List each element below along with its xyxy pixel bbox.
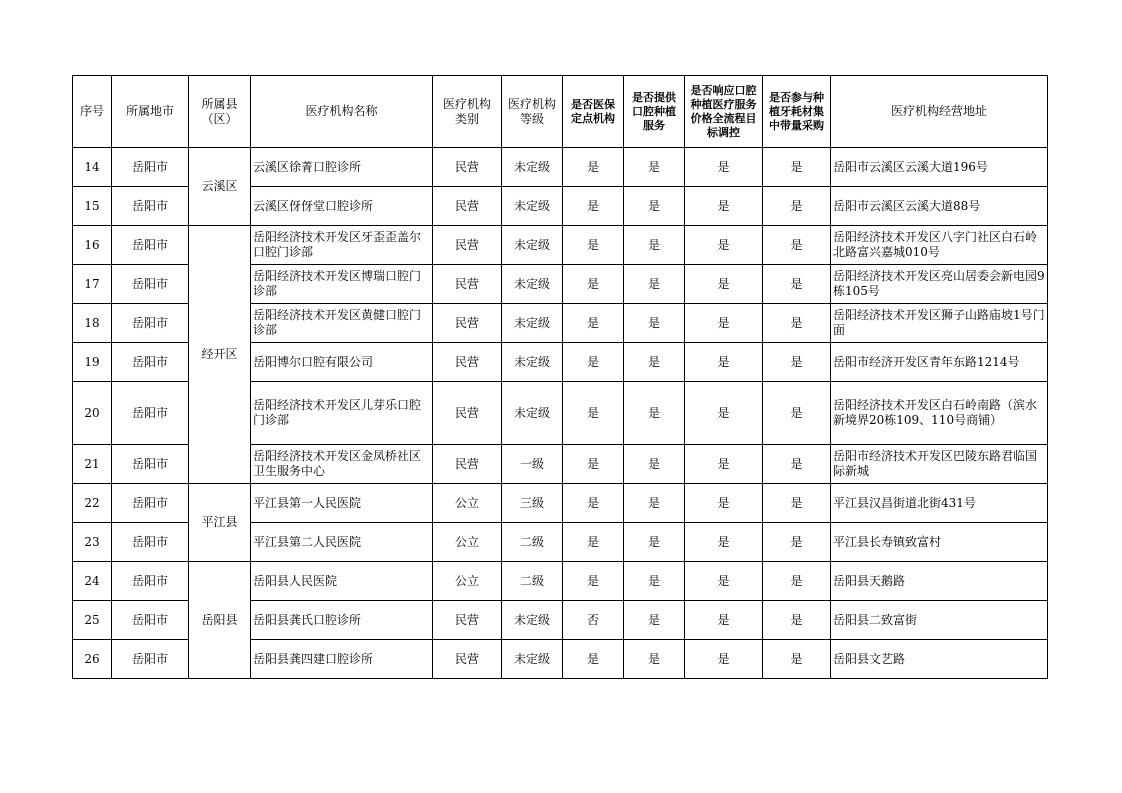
cell-implant: 是 [624, 523, 685, 562]
cell-implant: 是 [624, 445, 685, 484]
cell-level: 二级 [502, 562, 563, 601]
cell-name: 岳阳县人民医院 [251, 562, 433, 601]
cell-price: 是 [685, 343, 763, 382]
header-type: 医疗机构 类别 [433, 76, 502, 148]
cell-procure: 是 [763, 601, 831, 640]
cell-implant: 是 [624, 562, 685, 601]
cell-address: 岳阳市云溪区云溪大道88号 [831, 187, 1048, 226]
cell-insurance: 是 [563, 445, 624, 484]
cell-price: 是 [685, 523, 763, 562]
cell-address: 岳阳县天鹅路 [831, 562, 1048, 601]
cell-city: 岳阳市 [112, 187, 189, 226]
cell-name: 岳阳博尔口腔有限公司 [251, 343, 433, 382]
cell-price: 是 [685, 304, 763, 343]
cell-city: 岳阳市 [112, 640, 189, 679]
cell-implant: 是 [624, 226, 685, 265]
cell-procure: 是 [763, 187, 831, 226]
cell-procure: 是 [763, 265, 831, 304]
cell-city: 岳阳市 [112, 304, 189, 343]
cell-seq: 23 [73, 523, 112, 562]
cell-type: 民营 [433, 601, 502, 640]
cell-address: 岳阳市经济开发区青年东路1214号 [831, 343, 1048, 382]
cell-implant: 是 [624, 382, 685, 445]
cell-implant: 是 [624, 304, 685, 343]
table-row [73, 226, 1048, 265]
cell-county: 岳阳县 [189, 562, 251, 679]
cell-level: 未定级 [502, 640, 563, 679]
cell-procure: 是 [763, 226, 831, 265]
cell-procure: 是 [763, 640, 831, 679]
cell-implant: 是 [624, 265, 685, 304]
cell-insurance: 是 [563, 343, 624, 382]
institution-table [72, 75, 1048, 679]
cell-address: 岳阳县二致富街 [831, 601, 1048, 640]
cell-level: 未定级 [502, 187, 563, 226]
cell-level: 未定级 [502, 304, 563, 343]
header-price-control: 是否响应口腔 种植医疗服务 价格全流程目 标调控 [685, 76, 763, 148]
cell-name: 岳阳县龚氏口腔诊所 [251, 601, 433, 640]
header-insurance: 是否医保 定点机构 [563, 76, 624, 148]
cell-seq: 18 [73, 304, 112, 343]
cell-implant: 是 [624, 343, 685, 382]
cell-address: 岳阳经济技术开发区亮山居委会新电园9栋105号 [831, 265, 1048, 304]
cell-procure: 是 [763, 523, 831, 562]
cell-address: 岳阳经济技术开发区狮子山路庙坡1号门面 [831, 304, 1048, 343]
cell-insurance: 是 [563, 148, 624, 187]
cell-seq: 14 [73, 148, 112, 187]
cell-level: 未定级 [502, 226, 563, 265]
cell-level: 未定级 [502, 382, 563, 445]
cell-city: 岳阳市 [112, 601, 189, 640]
cell-name: 云溪区徐菁口腔诊所 [251, 148, 433, 187]
header-procurement: 是否参与种 植牙耗材集 中带量采购 [763, 76, 831, 148]
cell-type: 公立 [433, 562, 502, 601]
cell-price: 是 [685, 484, 763, 523]
cell-address: 平江县长寿镇致富村 [831, 523, 1048, 562]
cell-insurance: 否 [563, 601, 624, 640]
header-level: 医疗机构 等级 [502, 76, 563, 148]
cell-price: 是 [685, 640, 763, 679]
cell-name: 岳阳县龚四建口腔诊所 [251, 640, 433, 679]
cell-city: 岳阳市 [112, 148, 189, 187]
cell-name: 平江县第二人民医院 [251, 523, 433, 562]
cell-level: 未定级 [502, 148, 563, 187]
header-address: 医疗机构经营地址 [831, 76, 1048, 148]
header-name: 医疗机构名称 [251, 76, 433, 148]
cell-insurance: 是 [563, 484, 624, 523]
table-row [73, 484, 1048, 523]
cell-implant: 是 [624, 640, 685, 679]
cell-type: 公立 [433, 523, 502, 562]
cell-city: 岳阳市 [112, 265, 189, 304]
cell-price: 是 [685, 226, 763, 265]
cell-type: 民营 [433, 304, 502, 343]
cell-seq: 21 [73, 445, 112, 484]
cell-type: 民营 [433, 265, 502, 304]
cell-type: 民营 [433, 382, 502, 445]
cell-level: 未定级 [502, 265, 563, 304]
cell-seq: 20 [73, 382, 112, 445]
cell-level: 二级 [502, 523, 563, 562]
cell-city: 岳阳市 [112, 523, 189, 562]
cell-seq: 19 [73, 343, 112, 382]
cell-procure: 是 [763, 148, 831, 187]
cell-level: 未定级 [502, 343, 563, 382]
header-city: 所属地市 [112, 76, 189, 148]
cell-insurance: 是 [563, 304, 624, 343]
cell-price: 是 [685, 562, 763, 601]
cell-address: 岳阳市云溪区云溪大道196号 [831, 148, 1048, 187]
cell-name: 平江县第一人民医院 [251, 484, 433, 523]
cell-seq: 25 [73, 601, 112, 640]
cell-address: 岳阳县文艺路 [831, 640, 1048, 679]
cell-type: 民营 [433, 640, 502, 679]
cell-seq: 17 [73, 265, 112, 304]
cell-city: 岳阳市 [112, 445, 189, 484]
cell-price: 是 [685, 382, 763, 445]
cell-county: 云溪区 [189, 148, 251, 226]
cell-type: 民营 [433, 445, 502, 484]
cell-type: 公立 [433, 484, 502, 523]
cell-name: 云溪区伢伢堂口腔诊所 [251, 187, 433, 226]
table-row [73, 562, 1048, 601]
cell-seq: 26 [73, 640, 112, 679]
cell-procure: 是 [763, 562, 831, 601]
cell-seq: 22 [73, 484, 112, 523]
cell-name: 岳阳经济技术开发区金凤桥社区卫生服务中心 [251, 445, 433, 484]
cell-name: 岳阳经济技术开发区儿芽乐口腔门诊部 [251, 382, 433, 445]
cell-address: 岳阳经济技术开发区白石岭南路（滨水新境界20栋109、110号商铺） [831, 382, 1048, 445]
cell-insurance: 是 [563, 187, 624, 226]
cell-price: 是 [685, 187, 763, 226]
cell-name: 岳阳经济技术开发区牙歪歪盖尔口腔门诊部 [251, 226, 433, 265]
cell-address: 平江县汉昌街道北街431号 [831, 484, 1048, 523]
cell-level: 三级 [502, 484, 563, 523]
cell-insurance: 是 [563, 265, 624, 304]
cell-name: 岳阳经济技术开发区博瑞口腔门诊部 [251, 265, 433, 304]
cell-insurance: 是 [563, 382, 624, 445]
cell-city: 岳阳市 [112, 343, 189, 382]
cell-price: 是 [685, 445, 763, 484]
header-county: 所属县 （区） [189, 76, 251, 148]
cell-name: 岳阳经济技术开发区黄健口腔门诊部 [251, 304, 433, 343]
cell-procure: 是 [763, 445, 831, 484]
cell-level: 未定级 [502, 601, 563, 640]
cell-procure: 是 [763, 484, 831, 523]
cell-seq: 24 [73, 562, 112, 601]
cell-procure: 是 [763, 304, 831, 343]
cell-type: 民营 [433, 226, 502, 265]
cell-implant: 是 [624, 148, 685, 187]
cell-seq: 16 [73, 226, 112, 265]
cell-price: 是 [685, 601, 763, 640]
cell-type: 民营 [433, 343, 502, 382]
cell-procure: 是 [763, 382, 831, 445]
header-seq: 序号 [73, 76, 112, 148]
cell-price: 是 [685, 265, 763, 304]
cell-level: 一级 [502, 445, 563, 484]
cell-procure: 是 [763, 343, 831, 382]
cell-insurance: 是 [563, 226, 624, 265]
cell-insurance: 是 [563, 640, 624, 679]
cell-county: 平江县 [189, 484, 251, 562]
header-row [73, 76, 1048, 148]
header-implant-service: 是否提供 口腔种植 服务 [624, 76, 685, 148]
cell-insurance: 是 [563, 523, 624, 562]
cell-implant: 是 [624, 601, 685, 640]
cell-city: 岳阳市 [112, 562, 189, 601]
cell-city: 岳阳市 [112, 226, 189, 265]
cell-address: 岳阳经济技术开发区八字门社区白石岭北路富兴嘉城010号 [831, 226, 1048, 265]
cell-county: 经开区 [189, 226, 251, 484]
cell-city: 岳阳市 [112, 382, 189, 445]
table-row [73, 148, 1048, 187]
cell-seq: 15 [73, 187, 112, 226]
cell-type: 民营 [433, 148, 502, 187]
cell-city: 岳阳市 [112, 484, 189, 523]
cell-type: 民营 [433, 187, 502, 226]
cell-implant: 是 [624, 484, 685, 523]
cell-insurance: 是 [563, 562, 624, 601]
cell-implant: 是 [624, 187, 685, 226]
cell-price: 是 [685, 148, 763, 187]
cell-address: 岳阳市经济技术开发区巴陵东路君临国际新城 [831, 445, 1048, 484]
